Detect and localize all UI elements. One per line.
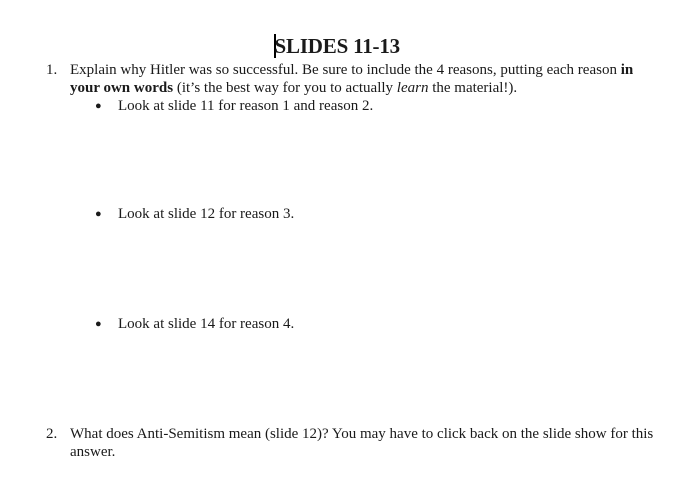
question-1-text-part1: Explain why Hitler was so successful. Be sure to include the 4 reasons, putting each reason	[70, 62, 621, 78]
bullet-3-marker: ●	[95, 318, 102, 330]
question-1-text-italic: learn	[396, 80, 429, 96]
question-1-number: 1.	[46, 62, 58, 78]
bullet-2-text: Look at slide 12 for reason 3.	[118, 206, 295, 222]
question-2-text: What does Anti-Semitism mean (slide 12)? You may have to click back on the slide show for this answer.	[70, 426, 654, 460]
bullet-1-marker: ●	[95, 100, 102, 112]
bullet-2-marker: ●	[95, 208, 102, 220]
question-1-text-part2: (it’s the best way for you to actually	[173, 80, 397, 96]
question-2-number: 2.	[46, 426, 58, 442]
question-1-text	[70, 61, 660, 97]
question-1-text-part3: the material!).	[428, 80, 518, 96]
question-1-text-bold: in your own words	[70, 62, 634, 96]
bullet-1-text: Look at slide 11 for reason 1 and reason 2.	[118, 98, 374, 114]
page-title-text: SLIDES 11-13	[274, 34, 400, 58]
bullet-3-text: Look at slide 14 for reason 4.	[118, 316, 295, 332]
page-title	[0, 34, 674, 59]
